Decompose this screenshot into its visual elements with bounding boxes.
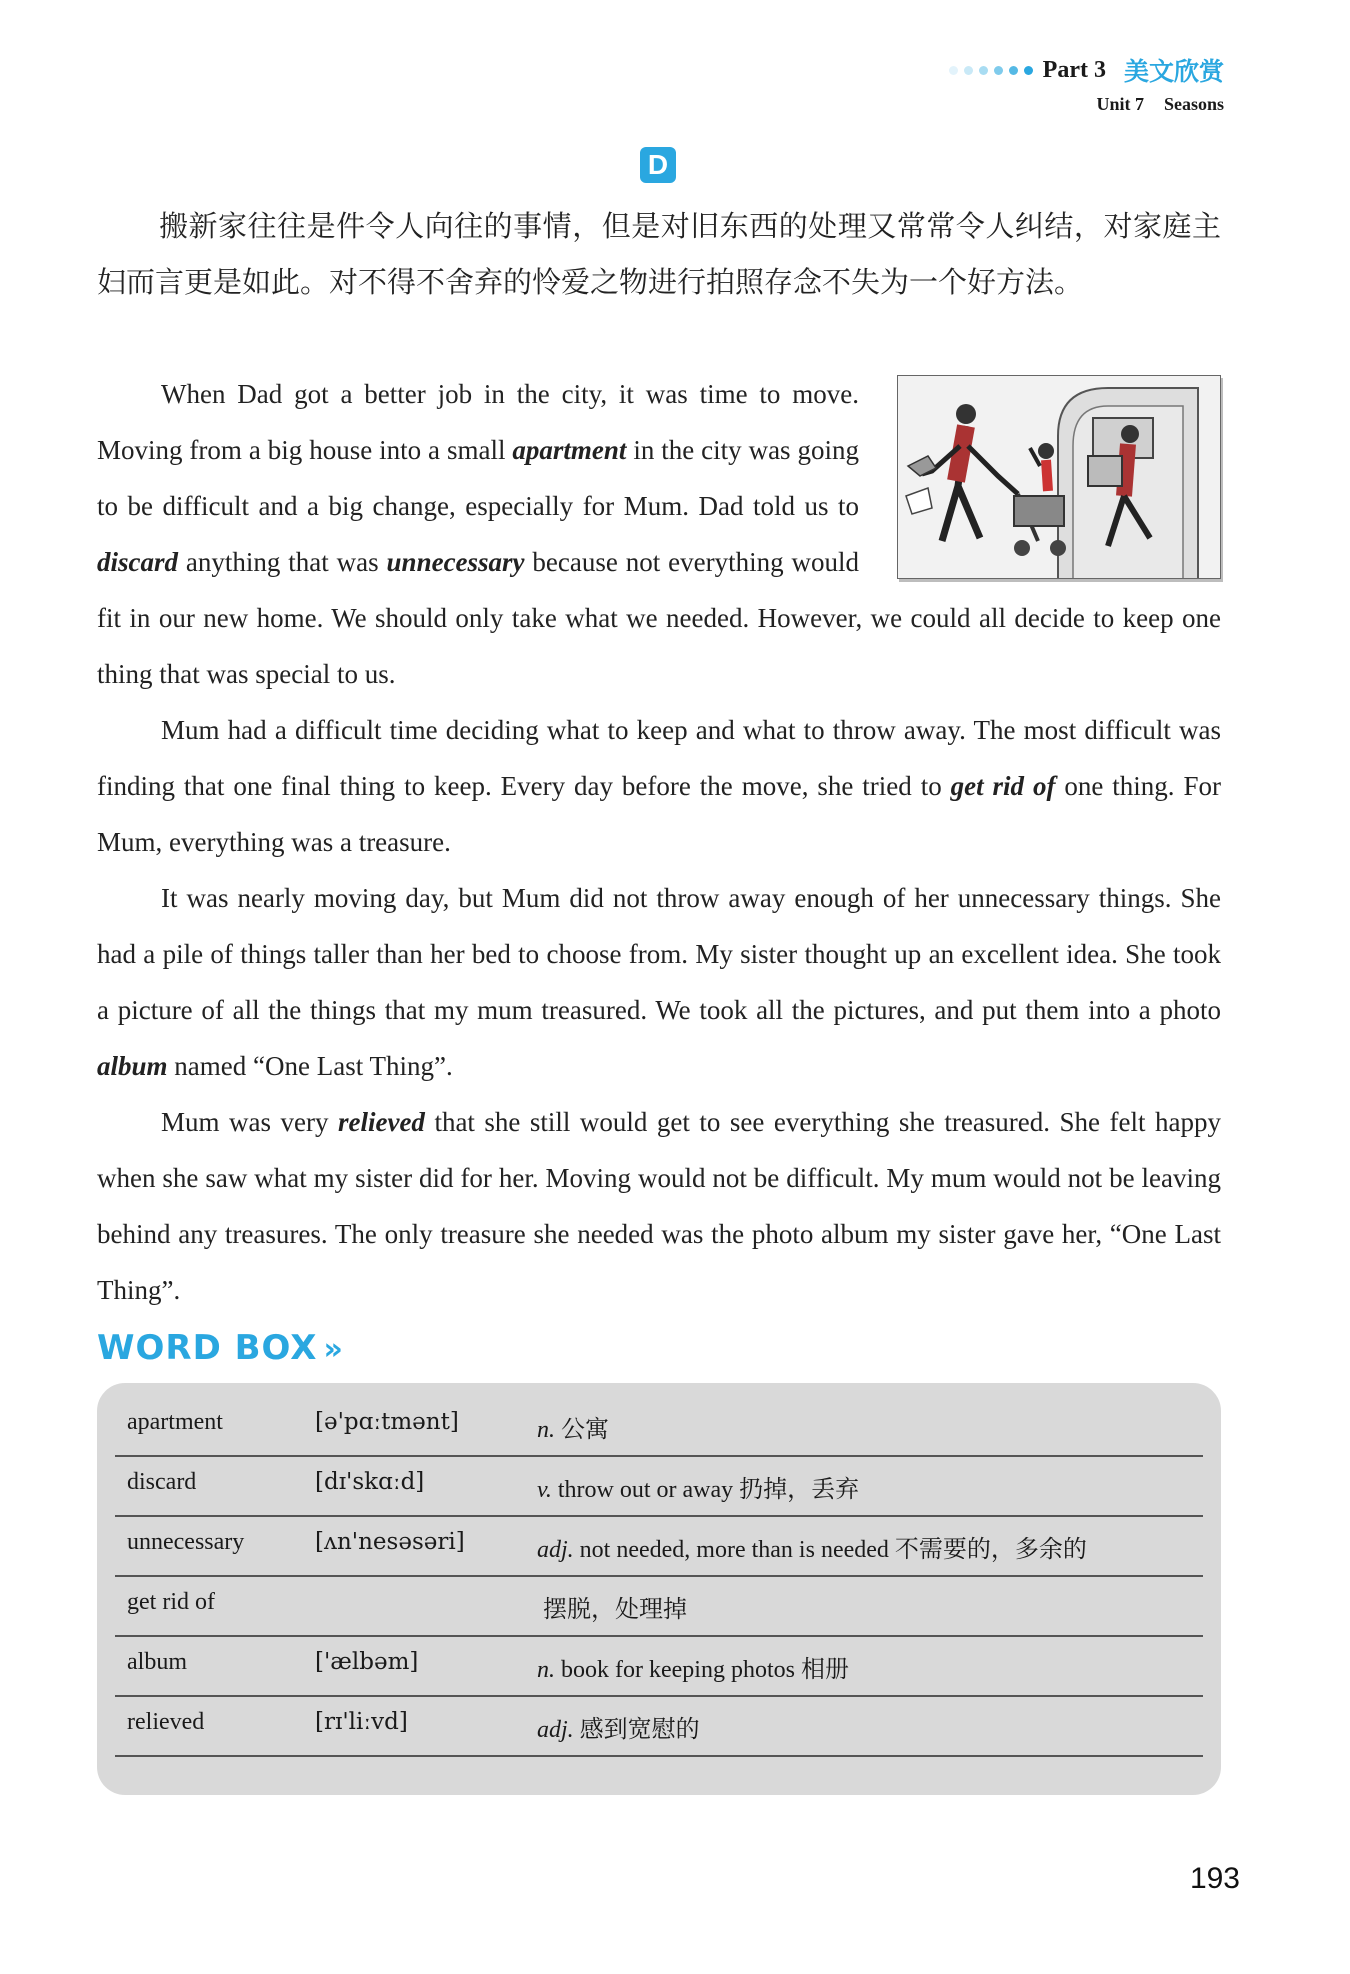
vocab-word: album [97,1051,168,1081]
vocab-word: unnecessary [386,547,525,577]
entry-phonetic: [rɪ'liːvd] [315,1709,408,1735]
entry-word: unnecessary [127,1529,245,1555]
header-dot [1009,66,1018,75]
entry-definition: 公寓 [561,1417,609,1443]
story-paragraph-1: When Dad got a better job in the city, it was time to move. Moving from a big house into a small apartment in the city was going to be difficult and a big change, especially for Mum. Dad told us to discard anything that was unnecessary because not everything would fit in our new home. We should only take what we needed. However, we could all decide to keep one thing that was special to us. [97,379,1221,689]
unit-line [949,94,1224,115]
vocab-word: discard [97,547,178,577]
entry-pos: adj. [537,1717,574,1743]
header-dots [949,66,1033,75]
entry-pos: n. [537,1657,555,1683]
story-text [97,366,1221,1318]
entry-definition: 摆脱，处理掉 [543,1597,687,1623]
word-box [97,1383,1221,1795]
word-box-row [115,1515,1203,1577]
chinese-intro: 搬新家往往是件令人向往的事情，但是对旧东西的处理又常常令人纠结，对家庭主妇而言更是如此。对不得不舍弃的怜爱之物进行拍照存念不失为一个好方法。 [97,209,1221,299]
page-number: 193 [1189,1862,1240,1895]
entry-definition: throw out or away 扔掉，丢弃 [557,1477,860,1503]
vocab-word: apartment [512,435,627,465]
header-dot [949,66,958,75]
header-dot [1024,66,1033,75]
entry-definition: book for keeping photos 相册 [561,1657,849,1683]
story-paragraph-4: Mum was very relieved that she still would get to see everything she treasured. She felt happy when she saw what my sister did for her. Moving would not be difficult. My mum would not be leaving behind any treasures. The only treasure she needed was the photo album my sister gave her, “One Last Thing”. [97,1107,1221,1305]
double-chevron-icon: » [323,1332,344,1367]
moving-family-illustration [897,375,1221,579]
word-box-row [115,1455,1203,1517]
entry-pos: v. [537,1477,552,1503]
entry-word: album [127,1649,187,1675]
story-paragraph-3: It was nearly moving day, but Mum did not throw away enough of her unnecessary things. She had a pile of things taller than her bed to choose from. My sister thought up an excellent idea. She took a picture of all the things that my mum treasured. We took all the pictures, and put them into a photo album named “One Last Thing”. [97,883,1221,1081]
entry-pos: adj. [537,1537,574,1563]
vocab-word: relieved [337,1107,425,1137]
entry-phonetic: [dɪ'skɑːd] [315,1469,425,1495]
entry-pos: n. [537,1417,555,1443]
unit-label: Unit 7 [1096,94,1144,114]
vocab-word: get rid of [950,771,1056,801]
entry-definition: 感到宽慰的 [579,1717,700,1743]
section-letter-badge: D [640,147,676,183]
word-box-row [115,1395,1203,1457]
word-box-title: WORD BOX » [97,1328,344,1368]
entry-word: discard [127,1469,197,1495]
entry-word: apartment [127,1409,223,1435]
entry-word: relieved [127,1709,205,1735]
word-box-row [115,1635,1203,1697]
header-dot [979,66,988,75]
word-box-row [115,1695,1203,1757]
entry-word: get rid of [127,1589,215,1615]
word-box-row [115,1575,1203,1637]
entry-phonetic: ['ælbəm] [315,1649,419,1675]
entry-definition: not needed, more than is needed 不需要的，多余的 [579,1537,1087,1563]
entry-phonetic: [ʌn'nesəsəri] [315,1529,465,1555]
unit-title: Seasons [1163,94,1224,114]
section-title-cn: 美文欣赏 [1123,57,1224,86]
story-paragraph-2: Mum had a difficult time deciding what to keep and what to throw away. The most difficult was finding that one final thing to keep. Every day before the move, she tried to get rid of one thing. For Mum, everything was a treasure. [97,715,1221,857]
entry-phonetic: [ə'pɑːtmənt] [315,1409,459,1435]
part-label: Part 3 [1042,56,1106,83]
header-dot [964,66,973,75]
header-dot [994,66,1003,75]
running-header [949,52,1224,115]
